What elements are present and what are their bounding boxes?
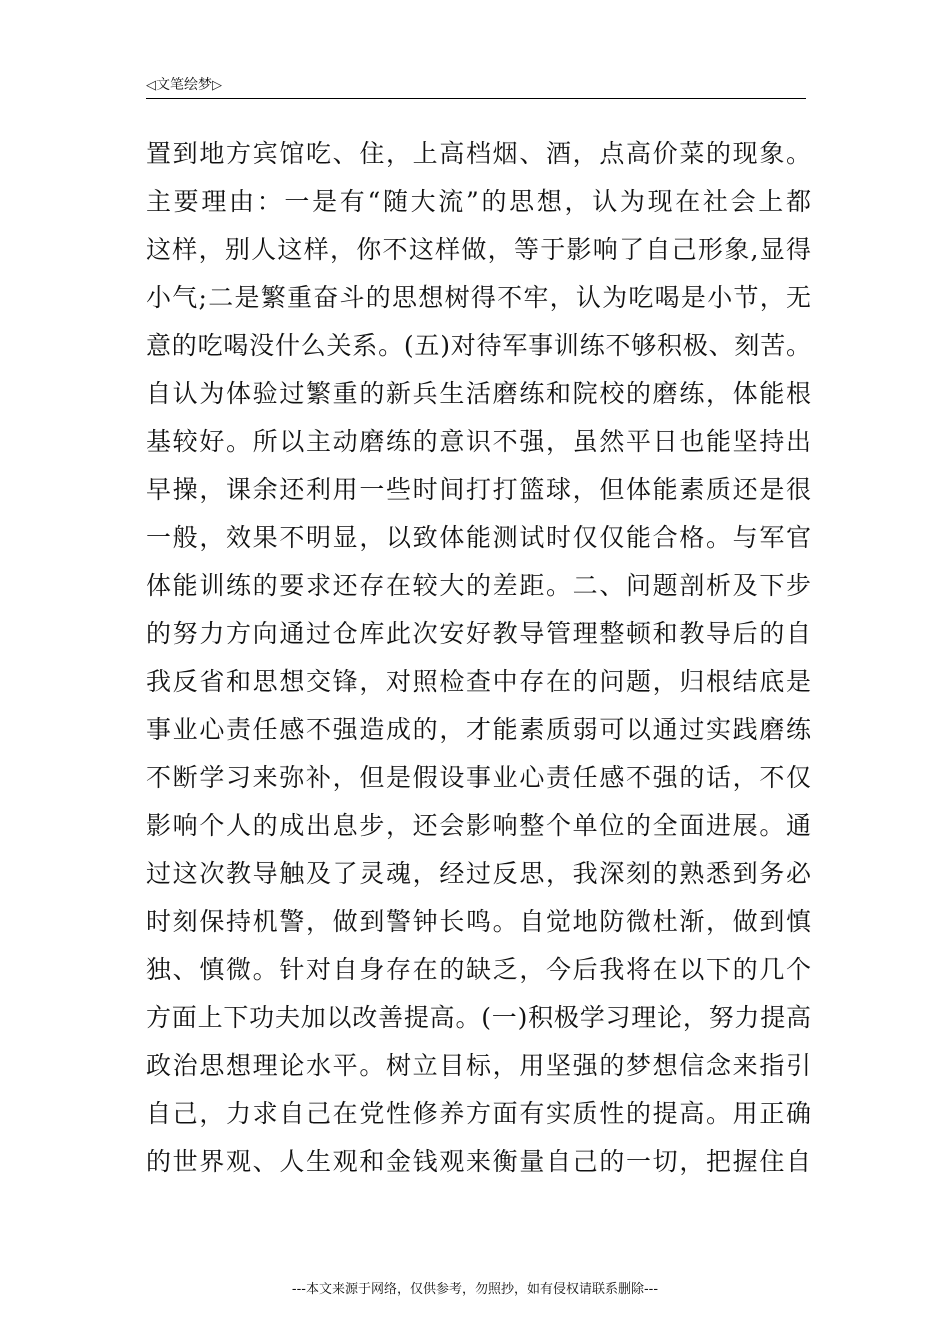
body-line: 的努力方向通过仓库此次安好教导管理整顿和教导后的自: [146, 619, 811, 648]
body-line: 早操，课余还利用一些时间打打篮球，但体能素质还是很: [146, 475, 811, 504]
body-line: 事业心责任感不强造成的，才能素质弱可以通过实践磨练: [146, 715, 811, 744]
body-line: 一般，效果不明显，以致体能测试时仅仅能合格。与军官: [146, 523, 811, 552]
header-title: 文笔绘梦: [156, 77, 212, 93]
body-line: 我反省和思想交锋，对照检查中存在的问题，归根结底是: [146, 667, 811, 696]
body-line: 置到地方宾馆吃、住，上高档烟、酒，点高价菜的现象。: [146, 139, 811, 168]
body-line: 的世界观、人生观和金钱观来衡量自己的一切，把握住自: [146, 1147, 811, 1176]
body-line: 影响个人的成出息步，还会影响整个单位的全面进展。通: [146, 811, 811, 840]
body-line: 不断学习来弥补，但是假设事业心责任感不强的话，不仅: [146, 763, 811, 792]
body-line: 方面上下功夫加以改善提高。(一)积极学习理论，努力提高: [146, 1003, 811, 1032]
body-line: 小气;二是繁重奋斗的思想树得不牢，认为吃喝是小节，无: [146, 283, 811, 312]
body-line: 这样，别人这样，你不这样做，等于影响了自己形象,显得: [146, 235, 811, 264]
body-line: 时刻保持机警，做到警钟长鸣。自觉地防微杜渐，做到慎: [146, 907, 811, 936]
page-footer: ---本文来源于网络，仅供参考，勿照抄，如有侵权请联系删除---: [291, 1282, 659, 1297]
body-line: 自己，力求自己在党性修养方面有实质性的提高。用正确: [146, 1099, 811, 1128]
page-header: [146, 74, 806, 99]
body-line: 政治思想理论水平。树立目标，用坚强的梦想信念来指引: [146, 1051, 811, 1080]
body-line: 过这次教导触及了灵魂，经过反思，我深刻的熟悉到务必: [146, 859, 811, 888]
body-line: 主要理由：一是有“随大流”的思想，认为现在社会上都: [146, 187, 811, 216]
body-line: 体能训练的要求还存在较大的差距。二、问题剖析及下步: [146, 571, 811, 600]
body-line: 独、慎微。针对自身存在的缺乏，今后我将在以下的几个: [146, 955, 811, 984]
triangle-left-icon: ◁: [146, 78, 156, 93]
triangle-right-icon: ▷: [212, 78, 222, 93]
body-line: 意的吃喝没什么关系。(五)对待军事训练不够积极、刻苦。: [146, 331, 811, 360]
document-body: [146, 130, 811, 1186]
body-line: 自认为体验过繁重的新兵生活磨练和院校的磨练，体能根: [146, 379, 811, 408]
header-title-block: [146, 76, 222, 95]
body-line: 基较好。所以主动磨练的意识不强，虽然平日也能坚持出: [146, 427, 811, 456]
